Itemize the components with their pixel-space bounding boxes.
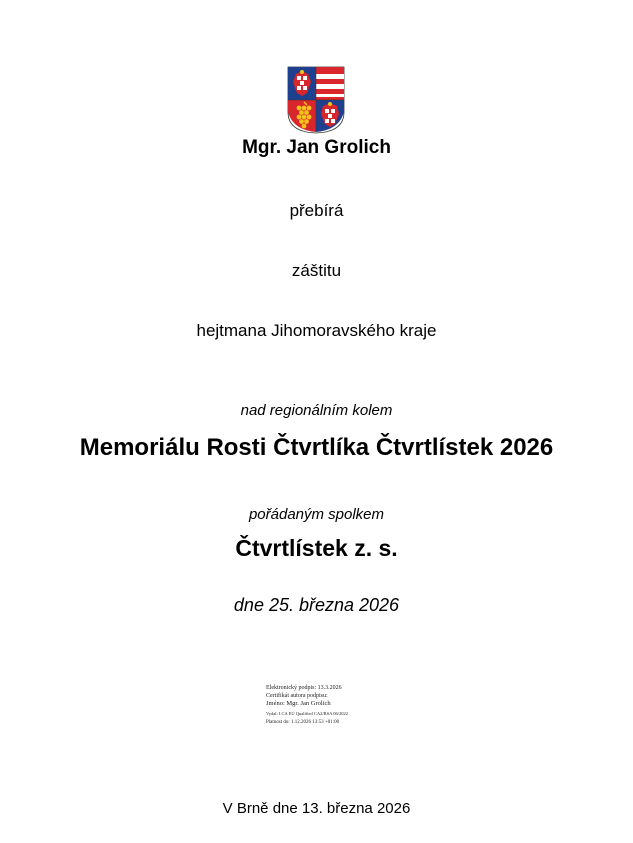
over-label: nad regionálním kolem <box>240 402 393 419</box>
organizer-name: Čtvrtlístek z. s. <box>235 535 398 561</box>
place-and-date: V Brně dne 13. března 2026 <box>222 800 411 817</box>
signature-certificate-label: Certifikát autora podpisu: <box>266 692 328 699</box>
signature-date: Elektronický podpis: 13.3.2026 <box>266 685 342 691</box>
signature-name: Jméno: Mgr. Jan Grolich <box>266 700 331 707</box>
organizer-label: pořádaným spolkem <box>248 506 385 523</box>
jihomoravsky-kraj-coat-of-arms-icon <box>287 66 345 134</box>
event-date: dne 25. března 2026 <box>233 595 400 615</box>
event-title: Memoriálu Rosti Čtvrtlíka Čtvrtlístek 2026 <box>79 434 554 461</box>
signatory-name: Mgr. Jan Grolich <box>242 137 391 158</box>
signature-issuer: Vydal: I.CA EU Qualified CA2/RSA 06/2022 <box>266 711 348 717</box>
electronic-signature-block <box>266 685 406 726</box>
signature-validity: Platnost do: 1.12.2026 13:53 +01:00 <box>266 719 340 725</box>
office-text: hejtmana Jihomoravského kraje <box>196 321 437 340</box>
patronage-text: záštitu <box>291 261 342 280</box>
takes-text: přebírá <box>289 201 344 220</box>
